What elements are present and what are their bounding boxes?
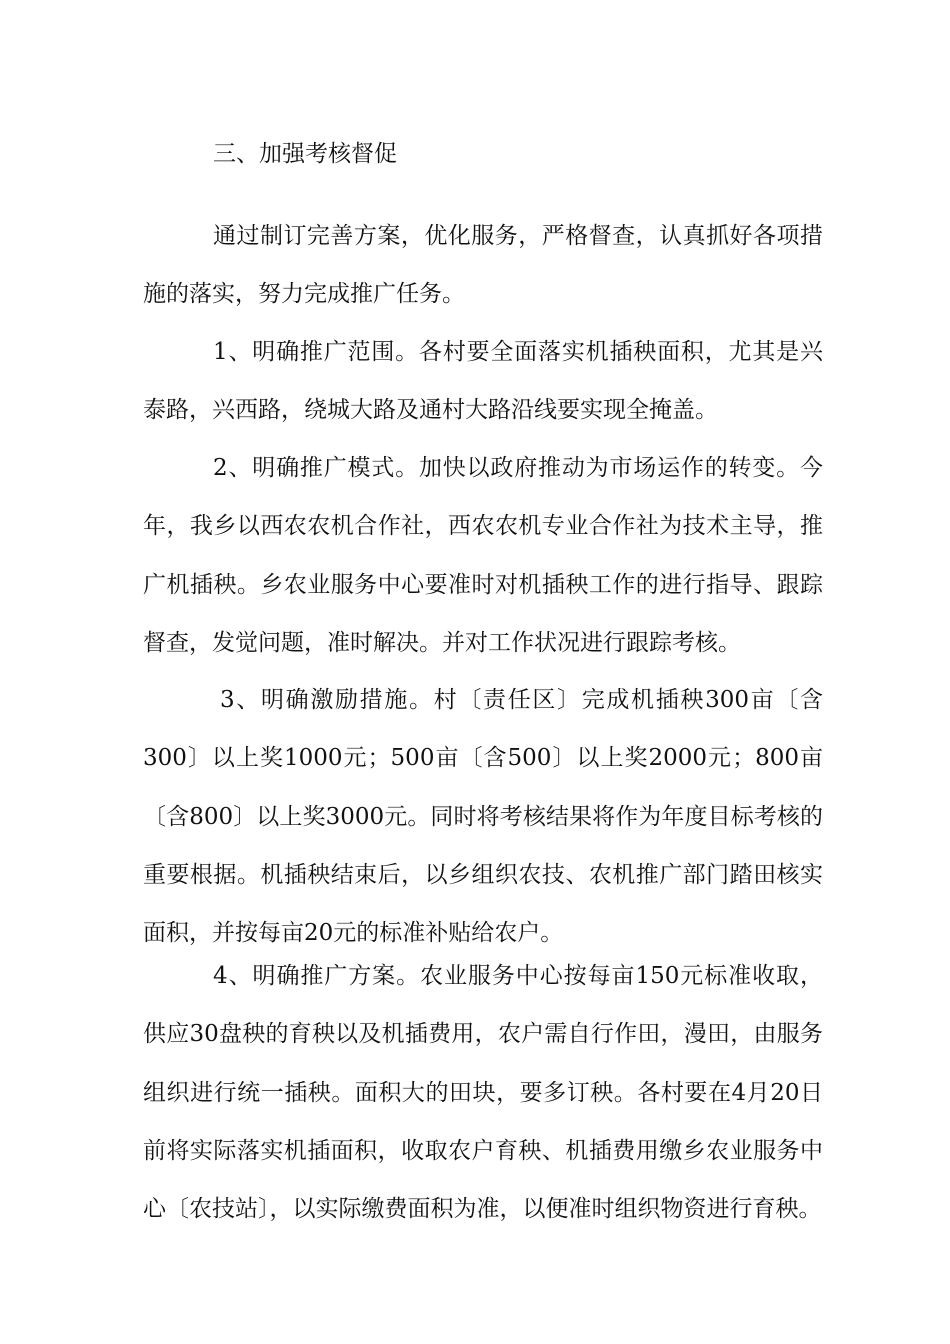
paragraph-item-2: 2、明确推广模式。加快以政府推动为市场运作的转变。今年，我乡以西农农机合作社，西农农机专业合作社为技术主导，推广机插秧。乡农业服务中心要准时对机插秧工作的进行指导、跟踪督查，发觉问题，准时解决。并对工作状况进行跟踪考核。 xyxy=(143,455,823,656)
paragraph-item-3: 3、明确激励措施。村〔责任区〕完成机插秧300亩〔含300〕以上奖1000元；500亩〔含500〕以上奖2000元；800亩〔含800〕以上奖3000元。同时将考核结果将作为年度目标考核的重要根据。机插秧结束后，以乡组织农技、农机推广部门踏田核实面积，并按每亩20元的标准补贴给农户。 xyxy=(143,687,823,947)
section-heading: 三、加强考核督促 xyxy=(213,141,397,167)
paragraph-item-4: 4、明确推广方案。农业服务中心按每亩150元标准收取，供应30盘秧的育秧以及机插费用，农户需自行作田，漫田，由服务组织进行统一插秧。面积大的田块，要多订秧。各村要在4月20日前将实际落实机插面积，收取农户育秧、机插费用缴乡农业服务中心〔农技站〕，以实际缴费面积为准，以便准时组织物资进行育秧。 xyxy=(143,963,823,1223)
paragraph-intro: 通过制订完善方案，优化服务，严格督查，认真抓好各项措施的落实，努力完成推广任务。 xyxy=(143,223,823,308)
paragraph-item-1: 1、明确推广范围。各村要全面落实机插秧面积，尤其是兴泰路，兴西路，绕城大路及通村大路沿线要实现全掩盖。 xyxy=(143,339,823,424)
